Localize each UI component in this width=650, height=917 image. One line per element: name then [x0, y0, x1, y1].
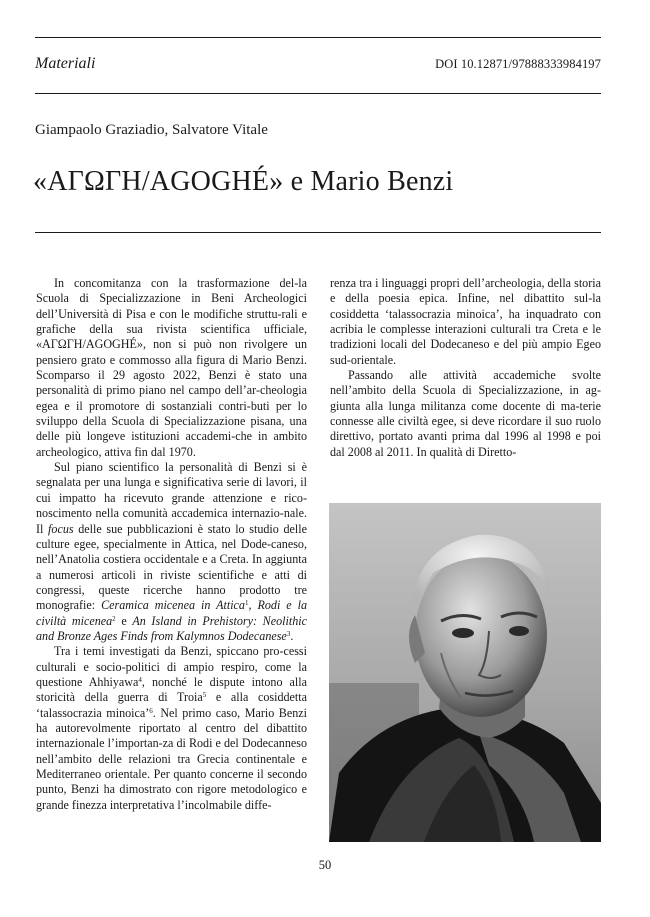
footnote-ref-6[interactable]: 6 — [149, 706, 153, 715]
footnote-ref-3[interactable]: 3 — [286, 629, 291, 638]
authors: Giampaolo Graziadio, Salvatore Vitale — [35, 122, 268, 138]
footnote-ref-5[interactable]: 5 — [202, 691, 207, 700]
focus-term: focus — [48, 521, 74, 536]
doi-label: DOI 10.12871/97888333984197 — [435, 57, 601, 71]
page-number: 50 — [318, 858, 332, 872]
text-column-right — [330, 276, 601, 460]
top-rule — [35, 37, 601, 38]
portrait-photo — [329, 503, 601, 842]
footnote-ref-1[interactable]: 1 — [244, 599, 249, 608]
footnote-ref-2[interactable]: 2 — [112, 614, 116, 623]
paragraph-2-text-b: delle sue pubblicazioni è stato lo studio delle culture egee, specialmente in Attica, nel Dode-caneso, nell’Anatolia costiera occidentale e a Creta. In aggiunta a numerosi articoli in riviste scientifiche e atti di congressi, queste ricerche hanno prodotto tre monografie: — [36, 521, 307, 613]
paragraph-2-end: . — [290, 628, 294, 643]
article-title: «ΑΓΩΓΗ/AGOGHÉ» e Mario Benzi — [33, 166, 454, 197]
section-label: Materiali — [35, 55, 96, 72]
paragraph-2 — [36, 460, 307, 644]
paragraph-2-text-a: Sul piano scientifico la personalità di Benzi si è segnalata per una lunga e significativa serie di lavori, il cui impatto ha ricevuto grande attenzione e rico-noscimento nella comunità accademica internazio-nale. Il — [36, 460, 307, 536]
footnote-ref-4[interactable]: 4 — [138, 675, 142, 684]
title-rule — [35, 232, 601, 233]
paragraph-3-text-b: , nonché le dispute intono alla storicità della guerra di Troia — [36, 674, 307, 705]
paragraph-4: renza tra i linguaggi propri dell’archeologia, della storia e della poesia epica. Infine, nel dibattito sul-la cosiddetta ‘talassocrazia minoica’, ha inquadrato con acribia le complesse interazioni culturali tra Creta e le tradizioni locali del Dodecaneso e del più ampio Egeo sud-orientale. — [330, 276, 601, 367]
book-title-2: Rodi e la civiltà micenea — [36, 598, 307, 628]
separator-2: e — [115, 613, 133, 628]
paragraph-1: In concomitanza con la trasformazione del-la Scuola di Specializzazione in Beni Archeologici dell’Università di Pisa e con le modifiche struttu-rali e grafiche della sua rivista scientifica ufficiale, «ΑΓΩΓΗ/AGOGHÉ», non si può non rivolgere un pensiero grato e commosso alla figura di Mario Benzi. Scomparso il 29 agosto 2022, Benzi è stato una personalità di primo piano nel campo dell’ar-cheologia egea e il promotore di sostanziali contri-buti per lo sviluppo della Scuola di Specializzazione pisana, una delle più longeve istituzioni accademi-che in ambito archeologico, attiva fin dal 1970. — [36, 276, 307, 459]
portrait-photo-drawing — [329, 503, 601, 842]
book-title-1: Ceramica micenea in Attica — [101, 598, 245, 613]
paragraph-3 — [36, 644, 307, 813]
paragraph-3-text-d: . Nel primo caso, Mario Benzi ha autorevolmente riportato al centro del dibattito internazionale l’importan-za di Rodi e del Dodecanneso nell’ambito delle relazioni tra Grecia continentale e Mediterraneo orientale. Per quanto concerne il secondo punto, Benzi ha dimostrato con rigore metodologico e grande finezza interpretativa l’incolmabile diffe- — [36, 705, 307, 812]
header-rule — [35, 93, 601, 94]
paragraph-5: Passando alle attività accademiche svolte nell’ambito della Scuola di Specializzazione, in ag-giunta alla lunga militanza come docente di ma-terie connesse alle civiltà egee, si deve ricordare il suo ruolo direttivo, portato avanti prima dal 1996 al 1998 e poi dal 2008 al 2011. In qualità di Diretto- — [330, 368, 601, 459]
paragraph-3-text-a: Tra i temi investigati da Benzi, spiccano pro-cessi culturali e socio-politici di ampio respiro, come la questione Ahhiyawa — [36, 644, 307, 689]
text-column-left — [36, 276, 307, 813]
separator-1: , — [248, 598, 258, 613]
paragraph-3-text-c: e alla cosiddetta ‘talassocrazia minoica’ — [36, 690, 307, 720]
book-title-3: An Island in Prehistory: Neolithic and Bronze Ages Finds from Kalymnos Dodecanese — [36, 613, 307, 643]
